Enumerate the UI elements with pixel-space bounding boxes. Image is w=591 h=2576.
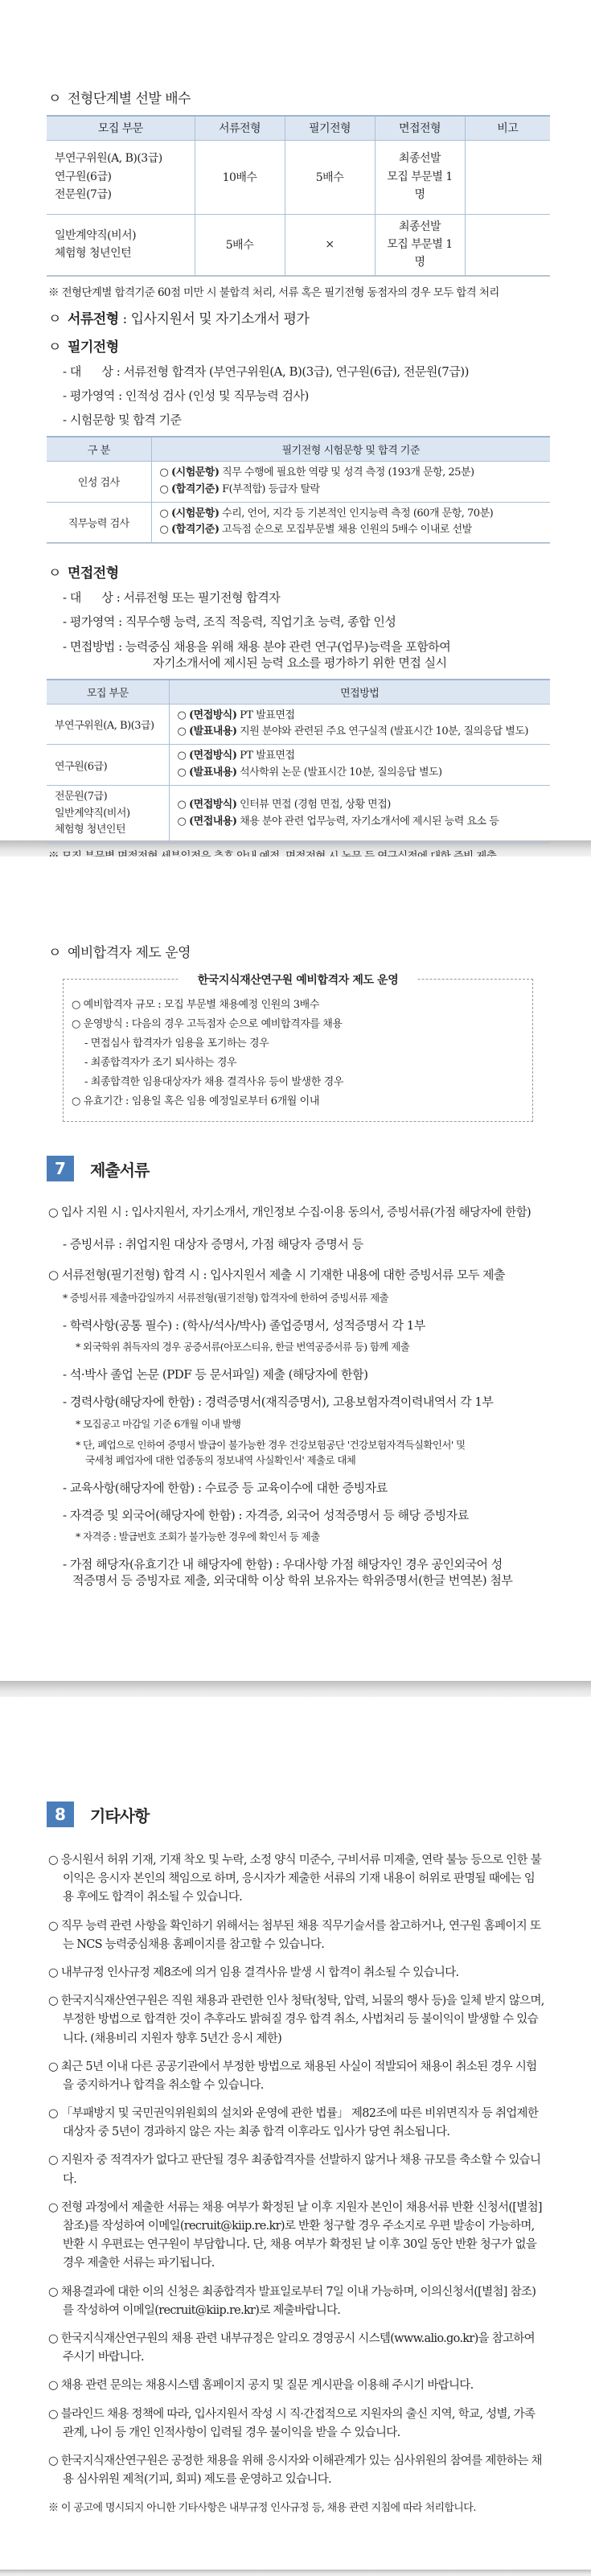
- section-title: 기타사항: [90, 1806, 150, 1826]
- interview-area: - 평가영역 : 직무수행 능력, 조직 적응력, 직업기초 능력, 종합 인성: [63, 614, 396, 630]
- document-page-3: [0, 1697, 591, 2570]
- col-header: 서류전형: [195, 116, 285, 140]
- etc-item: ○ 한국지식재산연구원은 공정한 채용을 위해 응시자와 이해관계가 있는 심사위원의 참여를 제한하는 채용 심사위원 제척(기피, 회피) 제도를 운영하고 있습니다.: [48, 2454, 542, 2487]
- col-header: 면접전형: [375, 116, 465, 140]
- col-header: 모집 부문: [47, 116, 195, 140]
- selection-note: ※ 전형단계별 합격기준 60점 미만 시 불합격 처리, 서류 혹은 필기전형 동점자의 경우 모두 합격 처리: [48, 286, 499, 299]
- apply-proof: - 증빙서류 : 취업지원 대상자 증명서, 가점 해당자 증명서 등: [63, 1236, 363, 1251]
- apply-docs: ○ 입사 지원 시 : 입사지원서, 자기소개서, 개인정보 수집·이용 동의서, 증빙서류(가점 해당자에 한함): [48, 1206, 531, 1220]
- table-row: 연구원(6급) ○ (면접방식) PT 발표면접 ○ (발표내용) 석사학위 논문 (발표시간 10분, 질의응답 별도): [47, 745, 550, 786]
- section-number-badge: 7: [47, 1156, 74, 1181]
- etc-item: ○ 응시원서 허위 기재, 기재 착오 및 누락, 소정 양식 미준수, 구비서류 미제출, 연락 불능 등으로 인한 불이익은 응시자 본인의 책임으로 하며, 응시자가 제출한 서류의 기재 내용이 허위로 판명될 때에는 임용 후에도 합격이 취소될 수 있습니다.: [48, 1854, 542, 1904]
- edu-note: * 외국학위 취득자의 경우 공증서류(아포스티유, 한글 번역공증서류 등) 함께 제출: [76, 1341, 410, 1354]
- career-docs: - 경력사항(해당자에 한함) : 경력증명서(재직증명서), 고용보험자격이력내역서 각 1부: [63, 1395, 494, 1410]
- career-note-1: * 모집공고 마감일 기준 6개월 이내 발행: [76, 1417, 241, 1430]
- bonus-docs: - 가점 해당자(유효기간 내 해당자에 한함) : 우대사항 가점 해당자인 경우 공인외국어 성 적증명서 등 증빙자료 제출, 외국대학 이상 학위 보유자는 학위증명서(한글 번역본) 첨부: [63, 1557, 513, 1588]
- selection-ratio-table: [47, 115, 550, 277]
- edu-docs: - 학력사항(공통 필수) : (학사/석사/박사) 졸업증명서, 성적증명서 각 1부: [63, 1318, 425, 1333]
- training-docs: - 교육사항(해당자에 한함) : 수료증 등 교육이수에 대한 증빙자료: [63, 1480, 388, 1495]
- box-line: ○ 운영방식 : 다음의 경우 고득점자 순으로 예비합격자를 채용: [72, 1018, 343, 1031]
- etc-item: ○ 내부규정 인사규정 제8조에 의거 임용 결격사유 발생 시 합격이 취소될 수 있습니다.: [48, 1966, 459, 1979]
- table-row: 인성 검사 ○ (시험문항) 직무 수행에 필요한 역량 및 성격 측정 (193개 문항, 25분) ○ (합격기준) F(부적합) 등급자 탈락: [47, 461, 550, 502]
- license-note: * 자격증 : 발급번호 조회가 불가능한 경우에 확인서 등 제출: [76, 1530, 320, 1543]
- interview-target: - 대 상 : 서류전형 또는 필기전형 합격자: [63, 590, 281, 606]
- interview-table: [47, 679, 550, 844]
- col-header: 비고: [465, 116, 550, 140]
- etc-item: ○ 채용 관련 문의는 채용시스템 홈페이지 공지 및 질문 게시판을 이용해 주시기 바랍니다.: [48, 2379, 474, 2393]
- etc-item: ○ 채용결과에 대한 이의 신청은 최종합격자 발표일로부터 7일 이내 가능하며, 이의신청서([별첨] 참조)를 작성하여 이메일(recruit@kiip.re.kr)로 제출바랍니다.: [48, 2285, 536, 2317]
- document-page-2: [0, 857, 591, 1681]
- table-row: 전문원(7급) 일반계약직(비서) 체험형 청년인턴 ○ (면접방식) 인터뷰 면접 (경험 면접, 상황 면접) ○ (면접내용) 채용 분야 관련 업무능력, 자기소개서에 제시된 능력 요소 등: [47, 785, 550, 843]
- section-title: 제출서류: [90, 1160, 150, 1180]
- etc-item: ○ 한국지식재산연구원은 직원 채용과 관련한 인사 청탁(청탁, 압력, 뇌물의 행사 등)을 일체 받지 않으며, 부정한 방법으로 합격한 것이 추후라도 밝혀질 경우 합격 취소, 사법처리 등 불이익이 발생할 수 있습니다. (채용비리 지원자 향후 5년간 응시 제한): [48, 1995, 544, 2045]
- col-header: 모집 부문: [47, 680, 169, 704]
- career-note-2: * 단, 폐업으로 인하여 증명서 발급이 불가능한 경우 건강보험공단 '건강보험자격득실확인서' 및 국세청 폐업자에 대한 업종동의 정보내역 사실확인서' 제출로 대체: [76, 1439, 466, 1467]
- written-test-heading: ㅇ 필기전형: [48, 339, 119, 355]
- written-area: - 평가영역 : 인적성 검사 (인성 및 직무능력 검사): [63, 388, 309, 403]
- interview-heading: ㅇ 면접전형: [48, 565, 119, 582]
- section-8-header: [47, 1802, 544, 1827]
- written-test-table: [47, 436, 550, 544]
- section-number-badge: 8: [47, 1802, 74, 1827]
- pass-docs: ○ 서류전형(필기전형) 합격 시 : 입사지원서 제출 시 기재한 내용에 대한 증빙서류 모두 제출: [48, 1267, 505, 1283]
- box-line: - 면접심사 합격자가 임용을 포기하는 경우: [84, 1037, 269, 1050]
- reserve-info-box: [63, 974, 533, 1122]
- table-row: 부연구위원(A, B)(3급) ○ (면접방식) PT 발표면접 ○ (발표내용) 지원 분야와 관련된 주요 연구실적 (발표시간 10분, 질의응답 별도): [47, 704, 550, 745]
- interview-method: - 면접방법 : 능력중심 채용을 위해 채용 분야 관련 연구(업무)능력을 포함하여 자기소개서에 제시된 능력 요소를 평가하기 위한 면접 실시: [63, 639, 451, 670]
- table-row: 일반계약직(비서) 체험형 청년인턴 5배수 × 최종선발 모집 부문별 1명: [47, 214, 550, 276]
- page-divider: [0, 1681, 591, 1697]
- section-7-header: [47, 1156, 544, 1181]
- written-criteria: - 시험문항 및 합격 기준: [63, 413, 182, 428]
- etc-item: ○ 블라인드 채용 정책에 따라, 입사지원서 작성 시 직·간접적으로 지원자의 출신 지역, 학교, 성별, 가족관계, 나이 등 개인 인적사항이 입력될 경우 불이익을 받을 수 있습니다.: [48, 2407, 536, 2439]
- col-header: 구 분: [47, 437, 151, 461]
- written-target: - 대 상 : 서류전형 합격자 (부연구위원(A, B)(3급), 연구원(6급), 전문원(7급)): [63, 364, 469, 379]
- col-header: 필기전형 시험문항 및 합격 기준: [151, 437, 550, 461]
- license-docs: - 자격증 및 외국어(해당자에 한함) : 자격증, 외국어 성적증명서 등 해당 증빙자료: [63, 1508, 469, 1523]
- thesis-docs: - 석·박사 졸업 논문 (PDF 등 문서파일) 제출 (해당자에 한함): [63, 1367, 368, 1382]
- document-page-1: [0, 0, 591, 840]
- etc-item: ○ 한국지식재산연구원의 채용 관련 내부규정은 알리오 경영공시 시스템(www.alio.go.kr)을 참고하여 주시기 바랍니다.: [48, 2332, 535, 2364]
- reserve-box-title: 한국지식재산연구원 예비합격자 제도 운영: [179, 974, 418, 987]
- box-line: - 최종합격한 임용대상자가 채용 결격사유 등이 발생한 경우: [84, 1076, 343, 1089]
- col-header: 면접방법: [169, 680, 550, 704]
- etc-item: ○ 전형 과정에서 제출한 서류는 채용 여부가 확정된 날 이후 지원자 본인이 채용서류 반환 신청서([별첨] 참조)를 작성하여 이메일(recruit@kiip.re.kr)로 반환 청구할 경우 주소지로 우편 발송이 가능하며, 반환 시 우편료는 연구원이 부담합니다. 단, 채용 여부가 확정된 날 이후 30일 동안 반환 청구가 없을 경우 제출한 서류는 파기됩니다.: [48, 2200, 542, 2270]
- selection-heading: ㅇ 전형단계별 선발 배수: [48, 91, 191, 107]
- box-line: ○ 예비합격자 규모 : 모집 부문별 채용예정 인원의 3배수: [72, 999, 319, 1011]
- box-line: ○ 유효기간 : 임용일 혹은 임용 예정일로부터 6개월 이내: [72, 1095, 319, 1108]
- table-row: 부연구위원(A, B)(3급) 연구원(6급) 전문원(7급) 10배수 5배수 최종선발 모집 부문별 1명: [47, 140, 550, 214]
- doc-screening-heading: ㅇ 서류전형 : 입사지원서 및 자기소개서 평가: [48, 310, 310, 327]
- table-row: 직무능력 검사 ○ (시험문항) 수리, 언어, 지각 등 기본적인 인지능력 측정 (60개 문항, 70분) ○ (합격기준) 고득점 순으로 모집부문별 채용 인원의 5배수 이내로 선발: [47, 502, 550, 543]
- box-line: - 최종합격자가 조기 퇴사하는 경우: [84, 1057, 237, 1070]
- col-header: 필기전형: [285, 116, 375, 140]
- etc-item: ○ 최근 5년 이내 다른 공공기관에서 부정한 방법으로 채용된 사실이 적발되어 채용이 취소된 경우 시험을 중지하거나 합격을 취소할 수 있습니다.: [48, 2060, 537, 2092]
- page-divider: [0, 2570, 591, 2576]
- etc-item: ○ 지원자 중 적격자가 없다고 판단될 경우 최종합격자를 선발하지 않거나 채용 규모를 축소할 수 있습니다.: [48, 2154, 541, 2186]
- pass-note: * 증빙서류 제출마감일까지 서류전형(필기전형) 합격자에 한하여 증빙서류 제출: [63, 1292, 389, 1304]
- final-note: ※ 이 공고에 명시되지 아니한 기타사항은 내부규정 인사규정 등, 채용 관련 지침에 따라 처리합니다.: [48, 2502, 476, 2515]
- reserve-heading: ㅇ 예비합격자 제도 운영: [48, 945, 191, 961]
- etc-item: ○ 「부패방지 및 국민권익위원회의 설치와 운영에 관한 법률」 제82조에 따른 비위면직자 등 취업제한 대상자 중 5년이 경과하지 않은 자는 최종 합격 이후라도 입사가 당연 취소됩니다.: [48, 2107, 539, 2139]
- etc-item: ○ 직무 능력 관련 사항을 확인하기 위해서는 첨부된 채용 직무기술서를 참고하거나, 연구원 홈페이지 또는 NCS 능력중심채용 홈페이지를 참고할 수 있습니다.: [48, 1919, 541, 1951]
